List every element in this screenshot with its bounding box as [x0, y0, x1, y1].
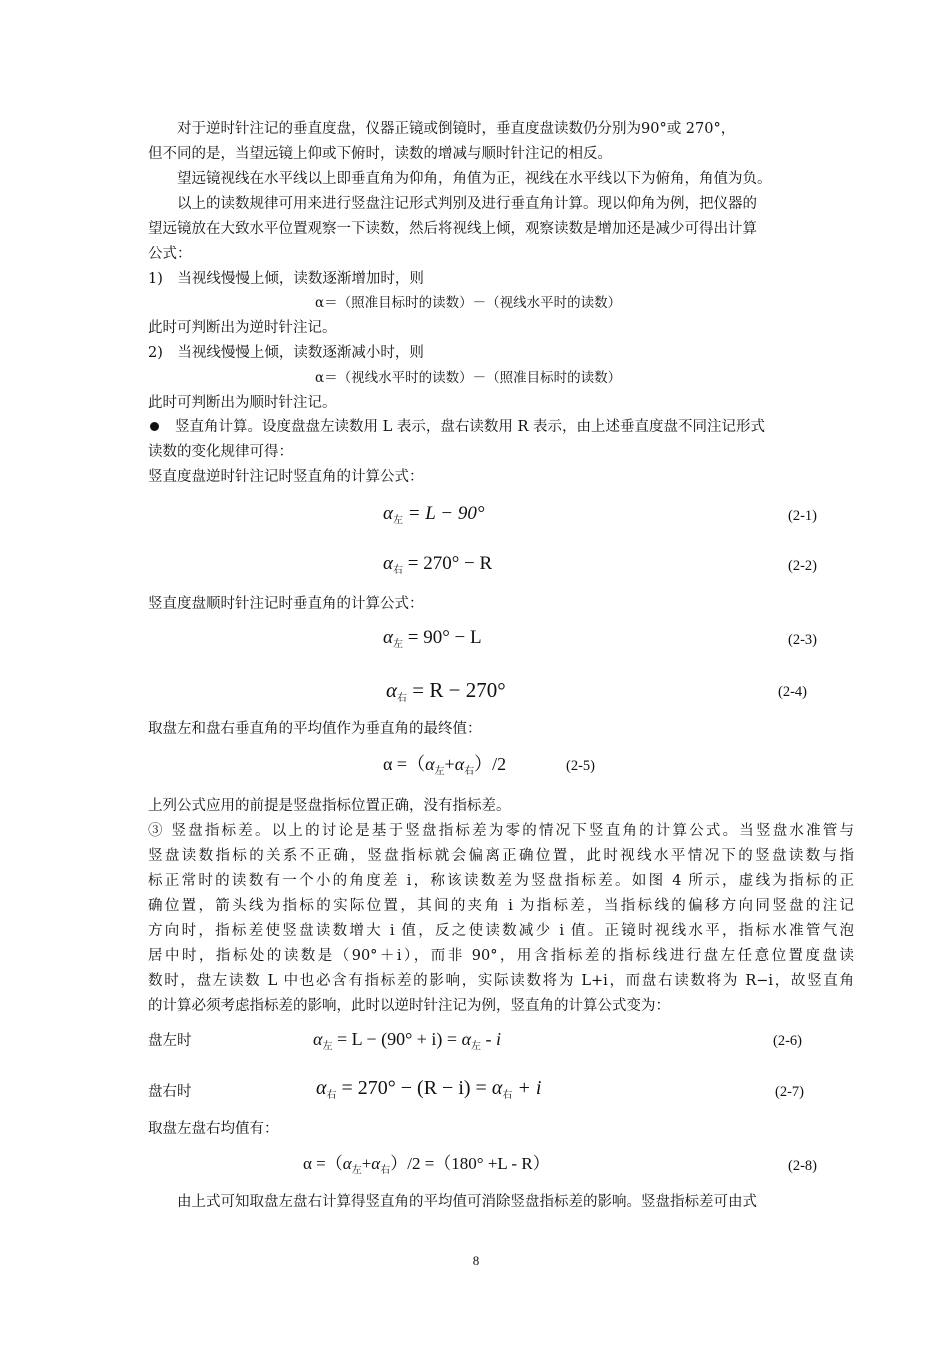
- page-number: 8: [472, 1253, 480, 1268]
- subscript: 右: [397, 693, 408, 704]
- equation-rhs: = 270° − (R − i) =: [336, 1077, 492, 1099]
- equation-number: (2-6): [773, 1033, 802, 1049]
- equation-rhs: = L − 90°: [402, 503, 485, 524]
- alpha-symbol: α: [383, 553, 393, 574]
- subscript: 左: [392, 515, 403, 526]
- subscript: 右: [326, 1090, 337, 1101]
- paragraph-line: 由上式可知取盘左盘右计算得竖直角的平均值可消除竖盘指标差的影响。竖盘指标差可由式: [177, 1194, 757, 1210]
- alpha-symbol: α: [316, 1077, 327, 1099]
- equation-2-2: [383, 551, 492, 584]
- alpha-symbol: α: [425, 754, 435, 774]
- paragraph-line: 对于逆时针注记的垂直度盘，仪器正镜或倒镜时，垂直度盘读数仍分别为90°或 270°，: [177, 121, 736, 137]
- paragraph-line: 但不同的是，当望远镜上仰或下俯时，读数的增减与顺时针注记的相反。: [148, 146, 612, 162]
- bullet-line: [148, 416, 765, 438]
- equation-part: - i: [481, 1029, 502, 1049]
- case-1-note: 此时可判断出为逆时针注记。: [148, 320, 337, 336]
- equation-2-4: [386, 677, 506, 712]
- paragraph-line: ③ 竖盘指标差。以上的讨论是基于竖盘指标差为零的情况下竖直角的计算公式。当竖盘水准管与: [148, 823, 854, 839]
- subscript: 右: [392, 565, 403, 576]
- paragraph-line: 居中时，指标处的读数是（90°＋i），而非 90°，用含指标差的指标线进行盘左任意位置度盘读: [148, 948, 854, 964]
- paragraph-line: 望远镜视线在水平线以上即垂直角为仰角，角值为正，视线在水平线以下为俯角，角值为负。: [177, 171, 772, 187]
- paragraph-line: 读数的变化规律可得：: [148, 444, 293, 460]
- alpha-symbol: α: [371, 1154, 381, 1173]
- right-face-label: 盘右时: [148, 1084, 192, 1100]
- subscript: 右: [380, 1165, 391, 1176]
- equation-rhs: = L − (90° + i) =: [332, 1029, 462, 1049]
- equation-2-8: [303, 1151, 550, 1184]
- case-2-line: 2) 当视线慢慢上倾，读数逐渐减小时，则: [148, 345, 424, 361]
- equation-part: α =（: [303, 1154, 343, 1173]
- section-title: 竖直度盘逆时针注记时竖直角的计算公式：: [148, 469, 424, 485]
- equation-rhs: = 270° − R: [402, 553, 493, 574]
- alpha-symbol: α: [383, 503, 393, 524]
- case-1-formula: α＝（照准目标时的读数）－（视线水平时的读数）: [315, 295, 622, 311]
- section-title: 竖直度盘顺时针注记时垂直角的计算公式：: [148, 596, 424, 612]
- section-title: 取盘左和盘右垂直角的平均值作为垂直角的最终值：: [148, 721, 482, 737]
- paragraph-line: 望远镜放在大致水平位置观察一下读数，然后将视线上倾，观察读数是增加还是减少可得出计算: [148, 221, 757, 237]
- equation-part: +: [444, 754, 455, 774]
- equation-2-6: [313, 1026, 501, 1060]
- equation-2-1: [383, 501, 484, 534]
- paragraph-line: 的计算必须考虑指标差的影响，此时以逆时针注记为例，竖直角的计算公式变为：: [148, 998, 670, 1014]
- equation-part: ）/2: [474, 754, 507, 774]
- case-2-formula: α＝（视线水平时的读数）－（照准目标时的读数）: [315, 370, 622, 386]
- equation-number: (2-5): [566, 758, 595, 774]
- equation-number: (2-2): [788, 558, 817, 574]
- paragraph-line: 数时，盘左读数 L 中也必含有指标差的影响，实际读数将为 L+i，而盘右读数将为 R−i，故竖直角: [148, 973, 854, 989]
- alpha-symbol: α: [454, 754, 465, 774]
- equation-2-7: [316, 1075, 541, 1109]
- alpha-symbol: α: [461, 1029, 472, 1049]
- equation-part: α =（: [383, 754, 426, 774]
- subscript: 左: [392, 639, 403, 650]
- equation-number: (2-1): [788, 508, 817, 524]
- equation-number: (2-3): [788, 632, 817, 648]
- paragraph-line: 方向时，指标差使竖盘读数增大 i 值，反之使读数减少 i 值。正镜时视线水平，指标水准管气泡: [148, 923, 854, 939]
- bullet-icon: [150, 422, 159, 431]
- paragraph-line: 以上的读数规律可用来进行竖盘注记形式判别及进行垂直角计算。现以仰角为例，把仪器的: [177, 196, 757, 212]
- paragraph-line: 公式：: [148, 246, 192, 262]
- equation-rhs: = R − 270°: [407, 678, 506, 702]
- equation-2-5: [383, 751, 506, 785]
- section-title: 取盘左盘右均值有：: [148, 1121, 279, 1137]
- paragraph-line: 确位置，箭头线为指标的实际位置，其间的夹角 i 为指标差，当指标线的偏移方向同竖盘的注记: [148, 898, 854, 914]
- subscript: 左: [351, 1165, 362, 1176]
- equation-number: (2-4): [778, 684, 807, 700]
- equation-rhs: = 90° − L: [402, 627, 482, 648]
- paragraph-line: 竖盘读数指标的关系不正确，竖盘指标就会偏离正确位置，此时视线水平情况下的竖盘读数与指: [148, 848, 854, 864]
- subscript: 左: [471, 1041, 482, 1052]
- equation-part: + i: [512, 1077, 542, 1099]
- paragraph-line: 标正常时的读数有一个小的角度差 i，称该读数差为竖盘指标差。如图 4 所示，虚线为指标的正: [148, 873, 854, 889]
- subscript: 右: [464, 766, 475, 777]
- equation-number: (2-8): [788, 1158, 817, 1174]
- alpha-symbol: α: [491, 1077, 503, 1099]
- bullet-text: 竖直角计算。设度盘盘左读数用 L 表示，盘右读数用 R 表示，由上述垂直度盘不同注记形式: [175, 419, 765, 435]
- case-2-note: 此时可判断出为顺时针注记。: [148, 395, 337, 411]
- subscript: 右: [502, 1090, 513, 1101]
- left-face-label: 盘左时: [148, 1033, 192, 1049]
- paragraph-line: 上列公式应用的前提是竖盘指标位置正确，没有指标差。: [148, 798, 511, 814]
- equation-2-3: [383, 625, 482, 658]
- equation-part: +: [361, 1154, 372, 1173]
- alpha-symbol: α: [313, 1029, 323, 1049]
- equation-part: ）/2 =（180° +L - R）: [390, 1154, 550, 1173]
- subscript: 左: [322, 1041, 333, 1052]
- subscript: 左: [434, 766, 445, 777]
- equation-number: (2-7): [775, 1084, 804, 1100]
- alpha-symbol: α: [342, 1154, 352, 1173]
- alpha-symbol: α: [383, 627, 393, 648]
- case-1-line: 1) 当视线慢慢上倾，读数逐渐增加时，则: [148, 271, 424, 287]
- alpha-symbol: α: [386, 678, 398, 702]
